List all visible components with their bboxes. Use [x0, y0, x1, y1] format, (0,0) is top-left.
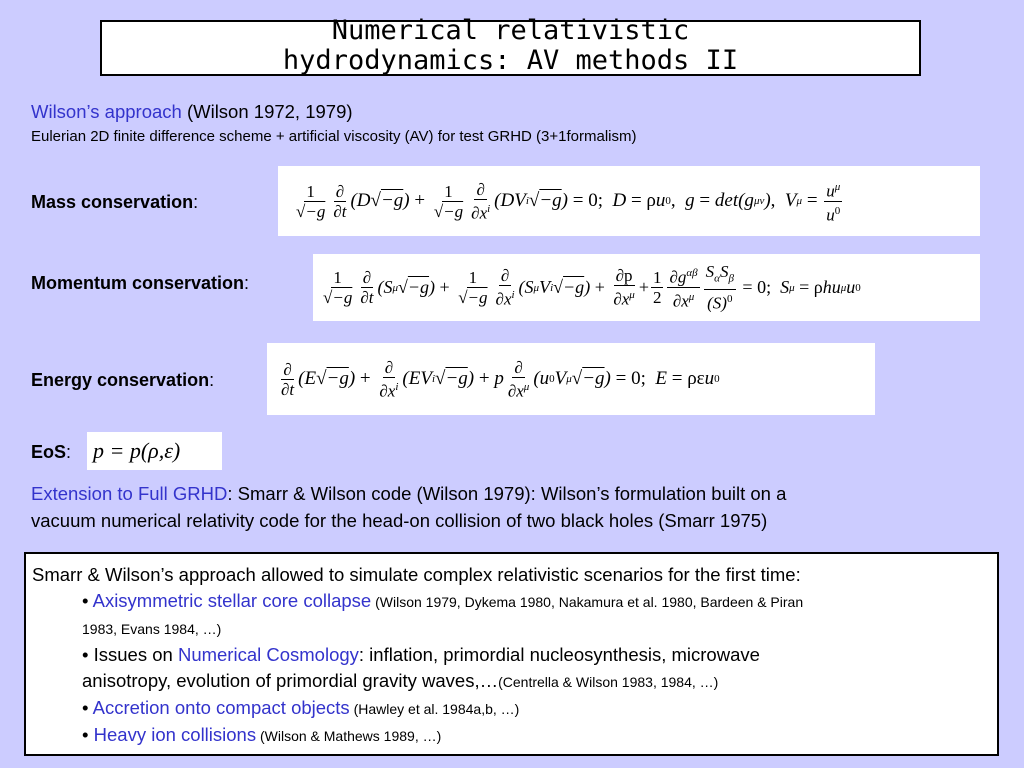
heavy-ion-link[interactable]: Heavy ion collisions: [93, 724, 257, 745]
energy-conservation-equation: $\frac{\partial}{\partial t}$ (E√ −g ) + $\frac{\partial}{\partial x^i}$ (EV i √ −g ) + p $\frac{\partial}{\partial x^\mu}$ (u 0 V μ √ −g ) = 0; E = ρε u 0: [267, 343, 875, 415]
slide-title: Numerical relativistic hydrodynamics: AV methods II: [282, 15, 739, 76]
extension-line: Extension to Full GRHD: Smarr & Wilson code (Wilson 1979): Wilson’s formulation built on a: [31, 483, 787, 504]
list-item: • Issues on Numerical Cosmology: inflation, primordial nucleosynthesis, microwave anisotropy, evolution of primordial gravity waves,…(Centrella & Wilson 1983, 1984, …): [82, 644, 760, 691]
list-item: • Accretion onto compact objects (Hawley et al. 1984a,b, …): [82, 697, 520, 718]
momentum-conservation-equation: $\frac{1}{√-g}$ $\frac{\partial}{\partial t}$ (S μ √ −g ) + $\frac{1}{√-g}$ $\frac{\partial}{\partial x^i}$ (S μ V i √ −g ) + $\frac{\partial p}{\partial x^\mu}$ + $\frac{1}{2}$ $\frac{\partial g^{\alpha\beta}}{\partial x^\mu}$ $\frac{S_\alpha S_\beta}{(S)^0}$ = 0; S μ = ρ hu μ u 0: [313, 254, 980, 321]
extension-line-2: vacuum numerical relativity code for the head-on collision of two black holes (Smarr 1975): [31, 510, 768, 531]
extension-full-grhd-link[interactable]: Extension to Full GRHD: [31, 483, 228, 504]
intro-years: (Wilson 1972, 1979): [181, 101, 353, 122]
numerical-cosmology-link[interactable]: Numerical Cosmology: [177, 644, 359, 665]
eos-equation: p = p(ρ,ε): [87, 432, 222, 470]
list-item: • Axisymmetric stellar core collapse (Wilson 1979, Dykema 1980, Nakamura et al. 1980, Bardeen & Piran 1983, Evans 1984, …): [82, 590, 804, 637]
scenarios-heading: Smarr & Wilson’s approach allowed to simulate complex relativistic scenarios for the first time:: [32, 564, 801, 585]
axisymmetric-collapse-link[interactable]: Axisymmetric stellar core collapse: [92, 590, 372, 611]
momentum-conservation-label: Momentum conservation:: [31, 273, 250, 293]
eos-label: EoS:: [31, 442, 72, 462]
mass-conservation-label: Mass conservation:: [31, 192, 199, 212]
accretion-link[interactable]: Accretion onto compact objects: [92, 697, 350, 718]
title-box: [100, 15, 921, 76]
mass-conservation-equation: $\frac{1}{√-g}$ $\frac{\partial}{\partial t}$ (D√ −g ) + $\frac{1}{√-g}$ $\frac{\partial}{\partial x^i}$ (DV i √ −g ) = 0; D = ρ u 0 , g = det(g μν ) , V μ = $\frac{u^\mu}{u^0}$: [278, 166, 980, 236]
scenarios-box: [24, 552, 999, 756]
list-item: • Heavy ion collisions (Wilson & Mathews 1989, …): [82, 724, 442, 745]
intro-description: Eulerian 2D finite difference scheme + artificial viscosity (AV) for test GRHD (3+1formalism): [31, 128, 637, 145]
intro-line: [31, 101, 353, 123]
wilson-approach-link[interactable]: Wilson’s approach: [31, 101, 182, 122]
energy-conservation-label: Energy conservation:: [31, 370, 215, 390]
